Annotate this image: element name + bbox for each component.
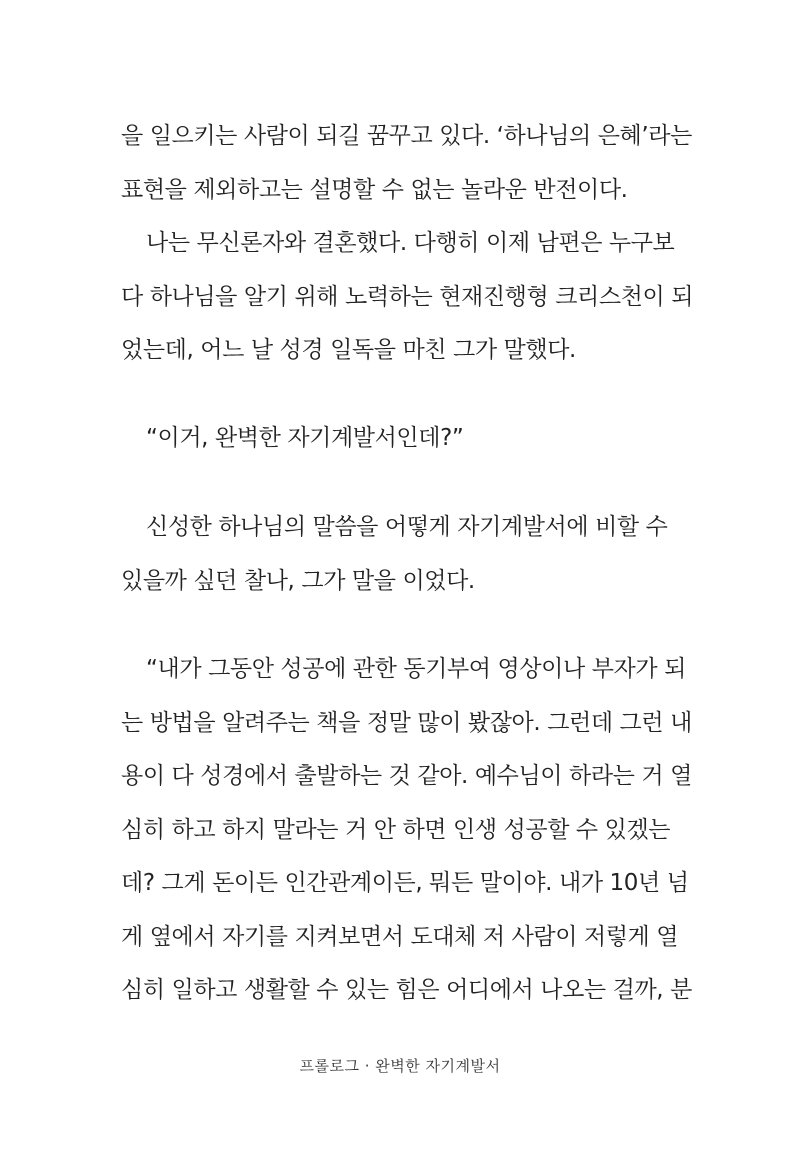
body-line: 을 일으키는 사람이 되길 꿈꾸고 있다. ‘하나님의 은혜’라는 — [121, 123, 692, 149]
dialogue-line: “내가 그동안 성공에 관한 동기부여 영상이나 부자가 되 — [146, 656, 686, 682]
page-footer: 프롤로그 · 완벽한 자기계발서 — [299, 1057, 501, 1075]
dialogue-line: 심히 하고 하지 말라는 거 안 하면 인생 성공할 수 있겠는 — [121, 817, 671, 843]
body-line: 표현을 제외하고는 설명할 수 없는 놀라운 반전이다. — [121, 177, 628, 203]
dialogue-line: 게 옆에서 자기를 지켜보면서 도대체 저 사람이 저렇게 열 — [121, 924, 679, 950]
body-line: 다 하나님을 알기 위해 노력하는 현재진행형 크리스천이 되 — [121, 284, 694, 310]
body-line: 있을까 싶던 찰나, 그가 말을 이었다. — [121, 568, 475, 594]
dialogue-line: 는 방법을 알려주는 책을 정말 많이 봤잖아. 그런데 그런 내 — [121, 710, 692, 736]
dialogue-line: 데? 그게 돈이든 인간관계이든, 뭐든 말이야. 내가 10년 넘 — [121, 870, 689, 896]
body-line: 었는데, 어느 날 성경 일독을 마친 그가 말했다. — [121, 337, 576, 363]
dialogue-line: 용이 다 성경에서 출발하는 것 같아. 예수님이 하라는 거 열 — [121, 763, 692, 789]
body-line: 나는 무신론자와 결혼했다. 다행히 이제 남편은 누구보 — [146, 230, 675, 256]
dialogue-line: 심히 일하고 생활할 수 있는 힘은 어디에서 나오는 걸까, 분 — [121, 977, 692, 1003]
body-line: 신성한 하나님의 말씀을 어떻게 자기계발서에 비할 수 — [146, 514, 668, 540]
dialogue-line: “이거, 완벽한 자기계발서인데?” — [146, 425, 464, 451]
